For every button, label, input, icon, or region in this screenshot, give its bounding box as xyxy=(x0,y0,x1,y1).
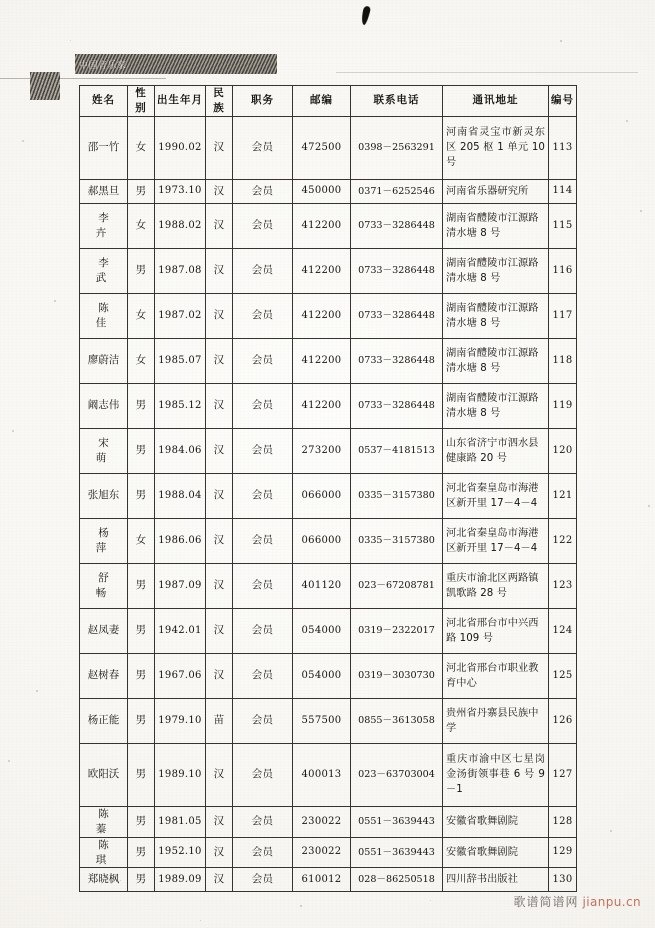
column-header-ethnicity: 民族 xyxy=(206,86,233,117)
cell-sex: 女 xyxy=(128,338,155,383)
scan-speckle xyxy=(640,210,642,212)
cell-post: 会员 xyxy=(233,116,293,179)
cell-ethnicity: 汉 xyxy=(206,383,233,428)
cell-birthdate: 1989.10 xyxy=(155,743,206,806)
watermark-chinese-text: 歌谱简谱网 xyxy=(513,895,579,909)
cell-ethnicity: 汉 xyxy=(206,653,233,698)
cell-ethnicity: 汉 xyxy=(206,116,233,179)
cell-birthdate: 1984.06 xyxy=(155,428,206,473)
page-edge-rule-left xyxy=(0,78,166,79)
table-row xyxy=(80,293,577,338)
cell-post: 会员 xyxy=(233,608,293,653)
cell-post: 会员 xyxy=(233,806,293,837)
cell-id: 122 xyxy=(549,518,577,563)
cell-id: 123 xyxy=(549,563,577,608)
cell-name: 阚志伟 xyxy=(80,383,128,428)
cell-name: 宋 萌 xyxy=(80,428,128,473)
cell-address: 河北省邢台市中兴西路 109 号 xyxy=(443,608,549,653)
cell-ethnicity: 汉 xyxy=(206,563,233,608)
cell-address: 重庆市渝中区七星岗金汤街领事巷 6 号 9－1 xyxy=(443,743,549,806)
cell-ethnicity: 汉 xyxy=(206,179,233,203)
cell-address: 山东省济宁市泗水县健康路 20 号 xyxy=(443,428,549,473)
cell-zipcode: 412200 xyxy=(293,203,351,248)
cell-zipcode: 230022 xyxy=(293,806,351,837)
cell-zipcode: 610012 xyxy=(293,868,351,892)
cell-zipcode: 472500 xyxy=(293,116,351,179)
cell-id: 124 xyxy=(549,608,577,653)
cell-post: 会员 xyxy=(233,203,293,248)
cell-post: 会员 xyxy=(233,653,293,698)
table-row xyxy=(80,653,577,698)
column-header-sex: 性别 xyxy=(128,86,155,117)
roster-table-container xyxy=(79,85,576,892)
cell-ethnicity: 汉 xyxy=(206,608,233,653)
cell-name: 赵凤妻 xyxy=(80,608,128,653)
cell-telephone: 0551－3639443 xyxy=(351,806,443,837)
table-row xyxy=(80,608,577,653)
column-header-telephone: 联系电话 xyxy=(351,86,443,117)
cell-birthdate: 1989.09 xyxy=(155,868,206,892)
cell-telephone: 028－86250518 xyxy=(351,868,443,892)
cell-zipcode: 401120 xyxy=(293,563,351,608)
cell-ethnicity: 汉 xyxy=(206,868,233,892)
cell-post: 会员 xyxy=(233,428,293,473)
cell-zipcode: 054000 xyxy=(293,653,351,698)
table-row xyxy=(80,806,577,837)
cell-id: 118 xyxy=(549,338,577,383)
cell-telephone: 0733－3286448 xyxy=(351,383,443,428)
table-row xyxy=(80,179,577,203)
cell-name: 张旭东 xyxy=(80,473,128,518)
cell-sex: 女 xyxy=(128,293,155,338)
scan-speckle xyxy=(300,905,302,907)
cell-ethnicity: 汉 xyxy=(206,338,233,383)
cell-sex: 男 xyxy=(128,248,155,293)
cell-zipcode: 273200 xyxy=(293,428,351,473)
table-row xyxy=(80,698,577,743)
scan-speckle xyxy=(36,690,38,692)
cell-id: 120 xyxy=(549,428,577,473)
cell-sex: 男 xyxy=(128,837,155,868)
scan-speckle xyxy=(22,140,24,142)
cell-post: 会员 xyxy=(233,293,293,338)
scan-speckle xyxy=(54,300,56,302)
cell-zipcode: 066000 xyxy=(293,473,351,518)
cell-ethnicity: 汉 xyxy=(206,428,233,473)
table-row xyxy=(80,116,577,179)
cell-post: 会员 xyxy=(233,518,293,563)
cell-address: 河北省邢台市职业教育中心 xyxy=(443,653,549,698)
cell-sex: 男 xyxy=(128,428,155,473)
cell-birthdate: 1973.10 xyxy=(155,179,206,203)
cell-address: 安徽省歌舞剧院 xyxy=(443,837,549,868)
cell-post: 会员 xyxy=(233,563,293,608)
cell-sex: 男 xyxy=(128,179,155,203)
cell-telephone: 0733－3286448 xyxy=(351,203,443,248)
cell-birthdate: 1987.08 xyxy=(155,248,206,293)
cell-id: 125 xyxy=(549,653,577,698)
column-header-id: 编号 xyxy=(549,86,577,117)
cell-sex: 男 xyxy=(128,653,155,698)
cell-name: 赵树春 xyxy=(80,653,128,698)
cell-birthdate: 1990.02 xyxy=(155,116,206,179)
cell-telephone: 0855－3613058 xyxy=(351,698,443,743)
cell-address: 河北省秦皇岛市海港区新开里 17－4－4 xyxy=(443,518,549,563)
cell-post: 会员 xyxy=(233,179,293,203)
cell-id: 126 xyxy=(549,698,577,743)
cell-address: 贵州省丹寨县民族中学 xyxy=(443,698,549,743)
cell-telephone: 0537－4181513 xyxy=(351,428,443,473)
cell-post: 会员 xyxy=(233,837,293,868)
cell-address: 河北省秦皇岛市海港区新开里 17－4－4 xyxy=(443,473,549,518)
cell-sex: 女 xyxy=(128,116,155,179)
cell-address: 湖南省醴陵市江源路清水塘 8 号 xyxy=(443,338,549,383)
page-edge-rule-right xyxy=(336,72,638,73)
cell-zipcode: 400013 xyxy=(293,743,351,806)
cell-telephone: 0319－2322017 xyxy=(351,608,443,653)
cell-sex: 男 xyxy=(128,743,155,806)
cell-name: 陈 琪 xyxy=(80,837,128,868)
cell-post: 会员 xyxy=(233,338,293,383)
cell-name: 杨正能 xyxy=(80,698,128,743)
cell-ethnicity: 苗 xyxy=(206,698,233,743)
cell-id: 113 xyxy=(549,116,577,179)
cell-sex: 男 xyxy=(128,563,155,608)
cell-zipcode: 450000 xyxy=(293,179,351,203)
cell-address: 湖南省醴陵市江源路清水塘 8 号 xyxy=(443,203,549,248)
cell-name: 李 武 xyxy=(80,248,128,293)
cell-sex: 男 xyxy=(128,868,155,892)
cell-address: 安徽省歌舞剧院 xyxy=(443,806,549,837)
cell-address: 四川辞书出版社 xyxy=(443,868,549,892)
cell-birthdate: 1942.01 xyxy=(155,608,206,653)
cell-name: 舒 畅 xyxy=(80,563,128,608)
member-roster-table xyxy=(79,85,577,892)
cell-name: 廖蔚洁 xyxy=(80,338,128,383)
scan-speckle xyxy=(648,505,650,507)
cell-name: 陈 蓁 xyxy=(80,806,128,837)
cell-id: 127 xyxy=(549,743,577,806)
scan-speckle xyxy=(12,430,14,432)
cell-telephone: 0335－3157380 xyxy=(351,518,443,563)
cell-telephone: 0733－3286448 xyxy=(351,248,443,293)
cell-birthdate: 1988.04 xyxy=(155,473,206,518)
cell-telephone: 023－63703004 xyxy=(351,743,443,806)
table-row xyxy=(80,563,577,608)
cell-id: 114 xyxy=(549,179,577,203)
cell-birthdate: 1987.02 xyxy=(155,293,206,338)
cell-telephone: 0335－3157380 xyxy=(351,473,443,518)
column-header-name: 姓名 xyxy=(80,86,128,117)
cell-name: 郝黑旦 xyxy=(80,179,128,203)
table-row xyxy=(80,383,577,428)
cell-zipcode: 557500 xyxy=(293,698,351,743)
cell-name: 杨 萍 xyxy=(80,518,128,563)
table-row xyxy=(80,338,577,383)
table-header-row xyxy=(80,86,577,117)
table-row xyxy=(80,203,577,248)
cell-address: 湖南省醴陵市江源路清水塘 8 号 xyxy=(443,383,549,428)
cell-telephone: 0371－6252546 xyxy=(351,179,443,203)
cell-id: 128 xyxy=(549,806,577,837)
cell-ethnicity: 汉 xyxy=(206,806,233,837)
column-header-post: 职务 xyxy=(233,86,293,117)
cell-ethnicity: 汉 xyxy=(206,837,233,868)
cell-sex: 女 xyxy=(128,203,155,248)
table-row xyxy=(80,248,577,293)
cell-post: 会员 xyxy=(233,473,293,518)
cell-id: 119 xyxy=(549,383,577,428)
cell-name: 陈 佳 xyxy=(80,293,128,338)
scan-speckle xyxy=(610,830,612,832)
cell-sex: 女 xyxy=(128,518,155,563)
cell-ethnicity: 汉 xyxy=(206,518,233,563)
table-row xyxy=(80,473,577,518)
cell-id: 116 xyxy=(549,248,577,293)
column-header-birthdate: 出生年月 xyxy=(155,86,206,117)
scan-speckle xyxy=(8,760,10,762)
cell-birthdate: 1988.02 xyxy=(155,203,206,248)
cell-telephone: 0398－2563291 xyxy=(351,116,443,179)
cell-zipcode: 230022 xyxy=(293,837,351,868)
cell-ethnicity: 汉 xyxy=(206,248,233,293)
table-row xyxy=(80,428,577,473)
cell-birthdate: 1979.10 xyxy=(155,698,206,743)
column-header-zipcode: 邮编 xyxy=(293,86,351,117)
cell-zipcode: 054000 xyxy=(293,608,351,653)
cell-ethnicity: 汉 xyxy=(206,293,233,338)
cell-name: 郑晓枫 xyxy=(80,868,128,892)
cell-address: 河南省乐器研究所 xyxy=(443,179,549,203)
cell-id: 117 xyxy=(549,293,577,338)
cell-name: 邵一竹 xyxy=(80,116,128,179)
cell-sex: 男 xyxy=(128,608,155,653)
cell-zipcode: 412200 xyxy=(293,248,351,293)
cell-post: 会员 xyxy=(233,383,293,428)
table-row xyxy=(80,837,577,868)
cell-address: 湖南省醴陵市江源路清水塘 8 号 xyxy=(443,293,549,338)
cell-address: 重庆市渝北区两路镇凯歌路 28 号 xyxy=(443,563,549,608)
cell-ethnicity: 汉 xyxy=(206,473,233,518)
cell-address: 河南省灵宝市新灵东区 205 枢 1 单元 10 号 xyxy=(443,116,549,179)
cell-zipcode: 412200 xyxy=(293,383,351,428)
site-watermark xyxy=(514,893,641,910)
cell-birthdate: 1987.09 xyxy=(155,563,206,608)
cell-telephone: 0551－3639443 xyxy=(351,837,443,868)
smudge-text: 中国音乐家 xyxy=(79,61,127,71)
scan-speckle xyxy=(560,40,562,42)
cell-ethnicity: 汉 xyxy=(206,203,233,248)
cell-name: 李 卉 xyxy=(80,203,128,248)
cell-address: 湖南省醴陵市江源路清水塘 8 号 xyxy=(443,248,549,293)
cell-birthdate: 1986.06 xyxy=(155,518,206,563)
cell-zipcode: 412200 xyxy=(293,338,351,383)
scan-smudge-artifact-secondary xyxy=(30,72,60,100)
cell-sex: 男 xyxy=(128,698,155,743)
cell-id: 129 xyxy=(549,837,577,868)
table-body xyxy=(80,116,577,892)
cell-name: 欧阳沃 xyxy=(80,743,128,806)
cell-sex: 男 xyxy=(128,383,155,428)
cell-telephone: 0733－3286448 xyxy=(351,293,443,338)
cell-birthdate: 1967.06 xyxy=(155,653,206,698)
cell-post: 会员 xyxy=(233,698,293,743)
cell-zipcode: 066000 xyxy=(293,518,351,563)
scan-speckle xyxy=(626,120,628,122)
cell-telephone: 0319－3030730 xyxy=(351,653,443,698)
cell-birthdate: 1985.07 xyxy=(155,338,206,383)
cell-sex: 男 xyxy=(128,473,155,518)
cell-id: 121 xyxy=(549,473,577,518)
cell-post: 会员 xyxy=(233,248,293,293)
cell-id: 130 xyxy=(549,868,577,892)
watermark-domain-text: jianpu.cn xyxy=(582,895,641,909)
column-header-address: 通讯地址 xyxy=(443,86,549,117)
cell-sex: 男 xyxy=(128,806,155,837)
cell-post: 会员 xyxy=(233,743,293,806)
cell-ethnicity: 汉 xyxy=(206,743,233,806)
cell-telephone: 0733－3286448 xyxy=(351,338,443,383)
cell-zipcode: 412200 xyxy=(293,293,351,338)
cell-birthdate: 1985.12 xyxy=(155,383,206,428)
cell-id: 115 xyxy=(549,203,577,248)
cell-telephone: 023－67208781 xyxy=(351,563,443,608)
table-row xyxy=(80,518,577,563)
cell-birthdate: 1952.10 xyxy=(155,837,206,868)
table-row xyxy=(80,868,577,892)
cell-post: 会员 xyxy=(233,868,293,892)
cell-birthdate: 1981.05 xyxy=(155,806,206,837)
table-row xyxy=(80,743,577,806)
scan-smudge-artifact xyxy=(75,54,277,74)
